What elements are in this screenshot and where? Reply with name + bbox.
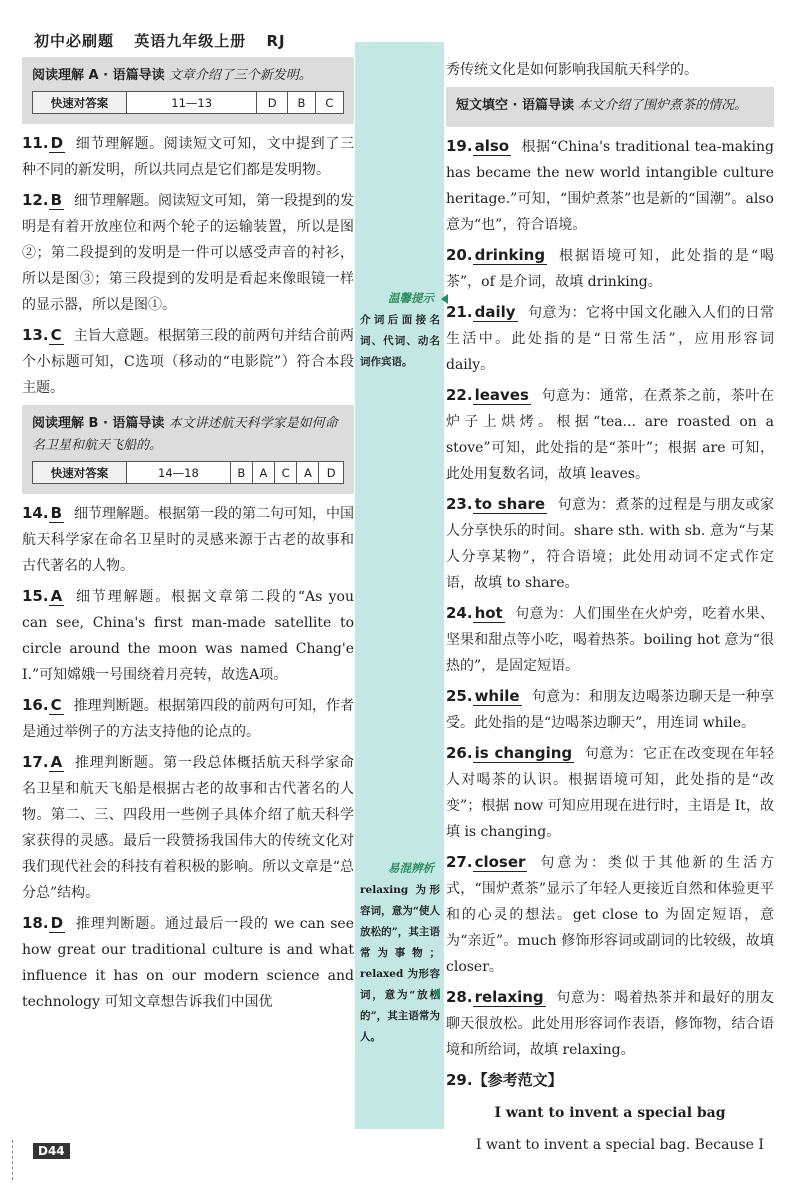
item-answer: hot xyxy=(474,604,503,622)
table-label: 快速对答案 xyxy=(33,462,127,484)
item-explanation: 主旨大意题。根据第三段的前两句并结合前两个小标题可知，C选项（移动的“电影院”）符合本段主题。 xyxy=(22,328,354,396)
essay-item xyxy=(446,1067,774,1158)
item-number: 18. xyxy=(22,914,49,932)
item-number: 12. xyxy=(22,191,49,209)
answer-item xyxy=(446,683,774,736)
item-answer: also xyxy=(474,137,510,155)
answer-item xyxy=(446,849,774,980)
right-column xyxy=(446,57,774,1162)
item-answer: relaxing xyxy=(474,988,544,1006)
answer-item xyxy=(22,583,354,688)
item-number: 21. xyxy=(446,303,473,321)
item-number: 20. xyxy=(446,246,473,264)
item-number: 17. xyxy=(22,753,49,771)
item-explanation: 句意为：它将中国文化融入人们的日常生活中。此处指的是“日常生活”，应用形容词 daily。 xyxy=(446,305,774,373)
answer-item xyxy=(446,984,774,1063)
item-number: 24. xyxy=(446,604,473,622)
item-answer: B xyxy=(50,191,63,209)
item-answer: drinking xyxy=(474,246,546,264)
item-number: 14. xyxy=(22,504,49,522)
series-title: 初中必刷题 xyxy=(34,32,115,50)
tip-title: 易混辨析 xyxy=(388,861,434,875)
item-number: 16. xyxy=(22,696,49,714)
section-desc: 文章介绍了三个新发明。 xyxy=(168,68,312,83)
item-answer: closer xyxy=(474,853,526,871)
answer-item xyxy=(22,130,354,183)
answer-table-b xyxy=(32,461,344,484)
section-b-heading xyxy=(32,413,344,457)
item-explanation: 句意为：类似于其他新的生活方式，“围炉煮茶”显示了年轻人更接近自然和体验更平和的心灵的想法。get close to 为固定短语，意为“亲近”。much 修饰形容词或副词的比较级，故填 closer。 xyxy=(446,855,774,975)
item-explanation: 句意为：喝着热茶并和最好的朋友聊天很放松。此处用形容词作表语，修饰物，结合语境和所给词，故填 relaxing。 xyxy=(446,990,774,1058)
tip-text: 介词后面接名词、代词、动名词作宾语。 xyxy=(360,314,440,368)
item-answer: D xyxy=(50,134,64,152)
item-number: 11. xyxy=(22,134,49,152)
item-number: 27. xyxy=(446,853,473,871)
section-c-box xyxy=(446,87,774,127)
tip-title: 温馨提示 xyxy=(388,291,434,305)
essay-title: I want to invent a special bag xyxy=(494,1105,726,1121)
section-label: 阅读理解 B · 语篇导读 xyxy=(32,416,165,431)
answer-item xyxy=(446,491,774,596)
left-column xyxy=(22,57,354,1019)
answer-item xyxy=(446,299,774,378)
item-explanation: 句意为：通常，在煮茶之前，茶叶在炉子上烘烤。根据“tea... are roasted on a stove”可知，此处指的是“茶叶”；根据 are 可知，此处用复数名词，故填 leaves。 xyxy=(446,388,774,482)
answer-table-a xyxy=(32,91,344,114)
essay-label: 【参考范文】 xyxy=(472,1071,563,1089)
section-c-heading xyxy=(456,95,764,117)
tip-confusable xyxy=(355,860,444,1048)
item-number: 28. xyxy=(446,988,473,1006)
item-answer: C xyxy=(50,326,62,344)
item-answer: B xyxy=(50,504,63,522)
item-explanation: 推理判断题。第一段总体概括航天科学家命名卫星和航天飞船是根据古老的故事和古代著名的人物。第二、三、四段用一些例子具体介绍了航天科学家获得的灵感。最后一段赞扬我国伟大的传统文化对我们现代社会的科技有着积极的影响。所以文章是“总分总”结构。 xyxy=(22,755,354,901)
section-label: 阅读理解 A · 语篇导读 xyxy=(32,68,165,83)
answer-item xyxy=(446,242,774,295)
answer-item xyxy=(22,322,354,401)
item-explanation: 句意为：人们围坐在火炉旁，吃着水果、坚果和甜点等小吃，喝着热茶。boiling hot 意为“很热的”，是固定短语。 xyxy=(446,606,774,674)
item-explanation: 句意为：它正在改变现在年轻人对喝茶的认识。根据语境可知，此处指的是“改变”；根据 now 可知应用现在进行时，主语是 It，故填 is changing。 xyxy=(446,746,774,840)
table-range: 11—13 xyxy=(127,92,257,114)
section-a-heading xyxy=(32,65,344,87)
page-number: D44 xyxy=(33,1143,70,1159)
section-b-box xyxy=(22,405,354,494)
pointer-arrow-icon xyxy=(433,988,440,998)
item-explanation: 细节理解题。根据文章第二段的“As you can see, China's first man-made satellite to circle around the moon was named Chang'e Ⅰ.”可知嫦娥一号围绕着月亮转，故选A项。 xyxy=(22,589,354,683)
answer-item xyxy=(446,382,774,487)
item-answer: daily xyxy=(474,303,516,321)
item-explanation: 细节理解题。根据第一段的第二句可知，中国航天科学家在命名卫星时的灵感来源于古老的故事和古代著名的人物。 xyxy=(22,506,355,574)
answer-item xyxy=(446,133,774,238)
item-answer: to share xyxy=(474,495,546,513)
item-answer: leaves xyxy=(474,386,529,404)
item-explanation: 根据语境可知，此处指的是“喝茶”，of 是介词，故填 drinking。 xyxy=(446,248,774,290)
table-answer: A xyxy=(297,462,319,484)
item-number: 19. xyxy=(446,137,473,155)
tips-sidebar xyxy=(355,42,444,1129)
subject-title: 英语九年级上册 xyxy=(134,32,247,50)
table-answer: B xyxy=(288,92,316,114)
item-number: 13. xyxy=(22,326,49,344)
item-answer: C xyxy=(50,696,62,714)
section-label: 短文填空 · 语篇导读 xyxy=(456,98,574,113)
section-desc: 本文讲述航天科学家是如何命名卫星和航天飞船的。 xyxy=(32,416,338,453)
item-answer: while xyxy=(474,687,520,705)
item-explanation: 句意为：和朋友边喝茶边聊天是一种享受。此处指的是“边喝茶边聊天”，用连词 while。 xyxy=(446,689,774,731)
answer-item xyxy=(22,749,354,906)
table-answer: C xyxy=(315,92,343,114)
table-answer: D xyxy=(319,462,344,484)
essay-text: I want to invent a special bag. Because I xyxy=(476,1137,764,1153)
answer-item xyxy=(446,600,774,679)
item-explanation: 细节理解题。阅读短文可知，第一段提到的发明是有着开放座位和两个轮子的运输装置，所以是图②；第二段提到的发明是一件可以感受声音的衬衫，所以是图③；第三段提到的发明是看起来像眼镜一样的显示器，所以是图①。 xyxy=(22,193,355,313)
item-explanation: 细节理解题。阅读短文可知，文中提到了三种不同的新发明，所以共同点是它们都是发明物。 xyxy=(22,136,354,178)
continued-text xyxy=(446,57,774,83)
answer-item xyxy=(22,692,354,745)
answer-item xyxy=(22,187,354,318)
item-explanation: 推理判断题。根据第四段的前两句可知，作者是通过举例子的方法支持他的论点的。 xyxy=(22,698,354,740)
item-number: 25. xyxy=(446,687,473,705)
item-answer: D xyxy=(50,914,64,932)
item-number: 29. xyxy=(446,1071,473,1089)
item-explanation: 根据“China's traditional tea-making has became the new world intangible culture heritage.”可知，“围炉煮茶”也是新的“国潮”。also 意为“也”，符合语境。 xyxy=(446,139,774,233)
section-desc: 本文介绍了围炉煮茶的情况。 xyxy=(578,98,748,113)
table-answer: D xyxy=(257,92,288,114)
item-number: 26. xyxy=(446,744,473,762)
item-answer: A xyxy=(50,587,63,605)
page-corner-mark xyxy=(12,1140,13,1180)
tip-warm xyxy=(355,290,444,373)
item-number: 23. xyxy=(446,495,473,513)
edition-label: RJ xyxy=(266,32,286,50)
answer-item xyxy=(22,500,354,579)
item-explanation: 推理判断题。通过最后一段的 we can see how great our traditional culture is and what influence it has on our modern science and technology 可知文章想告诉我们中国优 xyxy=(22,916,354,1010)
table-range: 14—18 xyxy=(127,462,231,484)
item-answer: A xyxy=(50,753,63,771)
table-label: 快速对答案 xyxy=(33,92,127,114)
item-answer: is changing xyxy=(474,744,573,762)
table-answer: C xyxy=(274,462,296,484)
answer-item xyxy=(22,910,354,1015)
table-answer: B xyxy=(230,462,252,484)
section-a-box xyxy=(22,57,354,124)
item-explanation: 句意为：煮茶的过程是与朋友或家人分享快乐的时间。share sth. with sb. 意为“与某人分享某物”，符合语境；此处用动词不定式作定语，故填 to share。 xyxy=(446,497,775,591)
table-answer: A xyxy=(252,462,274,484)
item-number: 15. xyxy=(22,587,49,605)
tip-text: relaxing 为形容词，意为“使人放松的”，其主语常为事物；relaxed 为形容词，意为“放松的”，其主语常为人。 xyxy=(360,884,440,1043)
item-explanation-continued: 秀传统文化是如何影响我国航天科学的。 xyxy=(446,62,698,78)
page-header xyxy=(34,30,300,51)
answer-item xyxy=(446,740,774,845)
item-number: 22. xyxy=(446,386,473,404)
